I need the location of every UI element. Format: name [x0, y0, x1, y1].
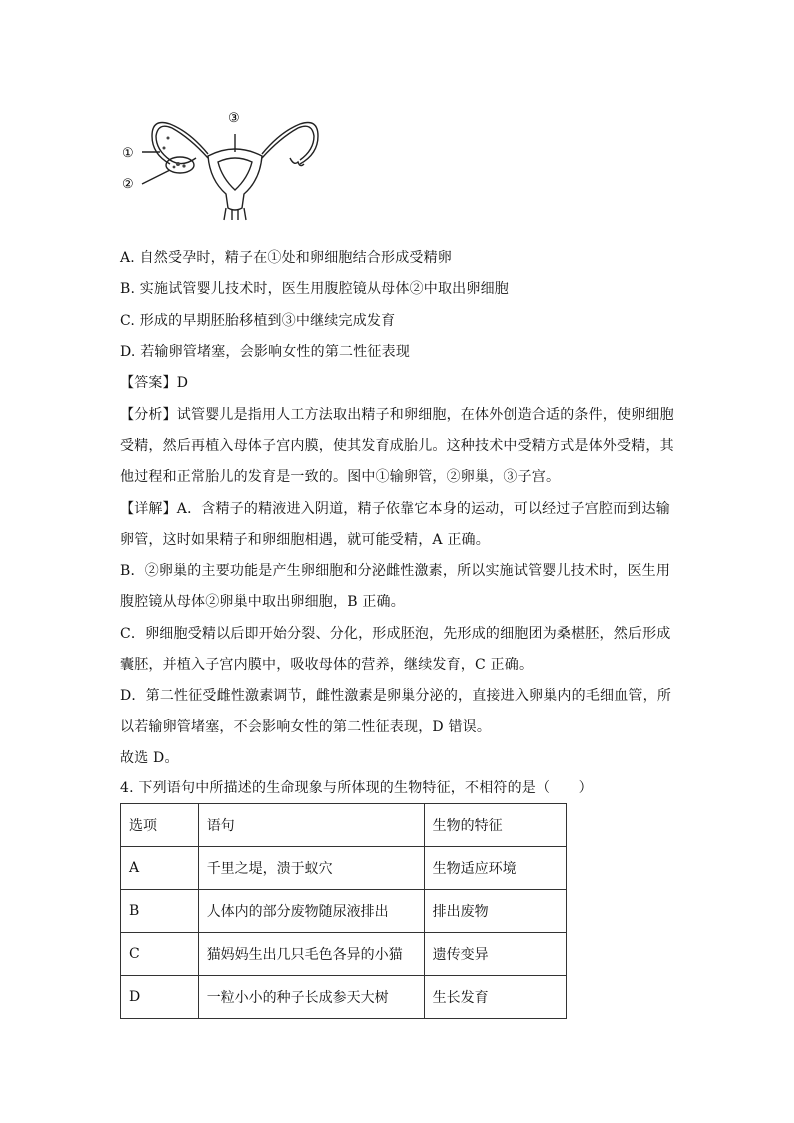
reproductive-system-figure [120, 108, 320, 224]
table-cell: C [121, 933, 199, 976]
detail-line: 【详解】A．含精子的精液进入阴道，精子依靠它本身的运动，可以经过子宫腔而到达输 [120, 501, 670, 517]
table-cell: B [121, 890, 199, 933]
detail-line: C．卵细胞受精以后即开始分裂、分化，形成胚泡，先形成的细胞团为桑椹胚，然后形成 [120, 626, 671, 642]
analysis-line: 【分析】试管婴儿是指用人工方法取出精子和卵细胞，在体外创造合适的条件，使卵细胞 [120, 407, 674, 423]
option-b: B. 实施试管婴儿技术时，医生用腹腔镜从母体②中取出卵细胞 [120, 281, 509, 297]
question-4-table [120, 803, 567, 1019]
option-d: D. 若输卵管堵塞，会影响女性的第二性征表现 [120, 344, 411, 360]
detail-line: 囊胚，并植入子宫内膜中，吸收母体的营养，继续发育，C 正确。 [120, 657, 534, 673]
detail-line: 卵管，这时如果精子和卵细胞相遇，就可能受精，A 正确。 [120, 532, 490, 548]
detail-line: D．第二性征受雌性激素调节，雌性激素是卵巢分泌的，直接进入卵巢内的毛细血管，所 [120, 688, 672, 704]
table-cell: 生长发育 [424, 976, 566, 1019]
analysis-line: 他过程和正常胎儿的发育是一致的。图中①输卵管，②卵巢，③子宫。 [120, 469, 561, 485]
option-c: C. 形成的早期胚胎移植到③中继续完成发育 [120, 313, 396, 329]
table-row [121, 976, 567, 1019]
question-4: 4. 下列语句中所描述的生命现象与所体现的生物特征，不相符的是（ ） [120, 780, 593, 796]
table-cell: 生物适应环境 [424, 847, 566, 890]
header-cell: 语句 [198, 804, 424, 847]
uterus-diagram [120, 108, 320, 224]
table-cell: 一粒小小的种子长成参天大树 [198, 976, 424, 1019]
table-row [121, 933, 567, 976]
analysis-line: 受精，然后再植入母体子宫内膜，使其发育成胎儿。这种技术中受精方式是体外受精，其 [120, 438, 674, 454]
table-cell: 排出废物 [424, 890, 566, 933]
table-row [121, 847, 567, 890]
label-2: ② [122, 177, 134, 192]
table-cell: 猫妈妈生出几只毛色各异的小猫 [198, 933, 424, 976]
table-cell: D [121, 976, 199, 1019]
table-row [121, 890, 567, 933]
table-cell: 千里之堤，溃于蚁穴 [198, 847, 424, 890]
label-1: ① [122, 146, 134, 161]
header-cell: 选项 [121, 804, 199, 847]
table-header-row [121, 804, 567, 847]
option-a: A. 自然受孕时，精子在①处和卵细胞结合形成受精卵 [120, 250, 453, 266]
detail-line: 以若输卵管堵塞，不会影响女性的第二性征表现，D 错误。 [120, 719, 492, 735]
conclusion: 故选 D。 [120, 750, 179, 766]
detail-line: 腹腔镜从母体②卵巢中取出卵细胞，B 正确。 [120, 594, 405, 610]
label-3: ③ [228, 111, 240, 126]
table-cell: 人体内的部分废物随尿液排出 [198, 890, 424, 933]
answer: 【答案】D [120, 375, 189, 391]
header-cell: 生物的特征 [424, 804, 566, 847]
table-cell: 遗传变异 [424, 933, 566, 976]
detail-line: B．②卵巢的主要功能是产生卵细胞和分泌雌性激素，所以实施试管婴儿技术时，医生用 [120, 563, 671, 579]
table-cell: A [121, 847, 199, 890]
